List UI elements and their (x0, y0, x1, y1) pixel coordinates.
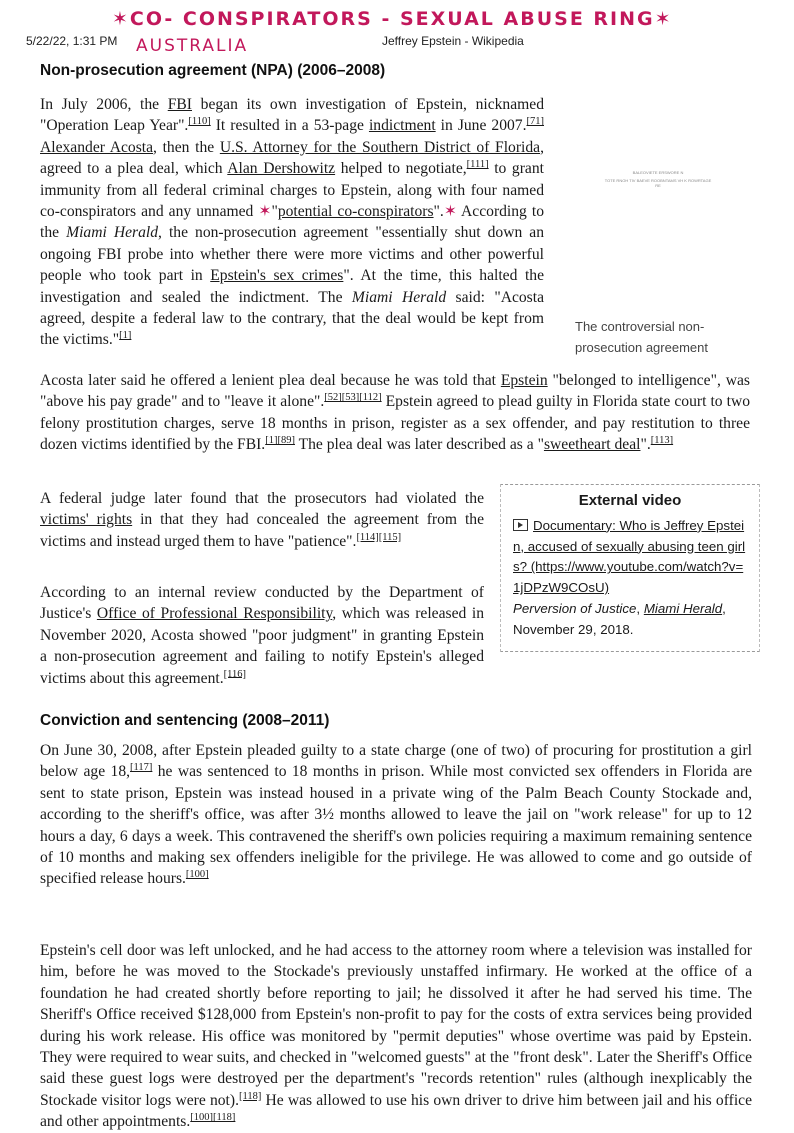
thumbnail-text-1: BALEOVIETE ERSWORE N (632, 170, 684, 175)
ref-111[interactable]: [111] (466, 159, 489, 171)
external-video-date: November 29, 2018. (513, 621, 634, 637)
ref-117[interactable]: [117] (130, 762, 153, 774)
thumbnail-text-2: TOTE RNOH TIV BAEVE ROOBNTAMS VH K ROWRTAGE RE (604, 178, 712, 188)
npa-document-thumbnail[interactable] (603, 170, 713, 188)
acosta-paragraph (40, 370, 750, 456)
federal-judge-paragraph-text: A federal judge later found that the prosecutors had violated the victims' rights in that they had concealed the agreement from the victims and instead urged them to have "patience".[114][115] (40, 490, 484, 550)
ref-114-115[interactable]: [114][115] (356, 531, 402, 543)
video-icon (513, 519, 528, 531)
annotation-star-icon: ✶ (443, 202, 457, 221)
acosta-paragraph-text: Acosta later said he offered a lenient plea deal because he was told that Epstein "belonged to intelligence", was "above his pay grade" and to "leave it alone".[52][53][112] Epstein agreed to plead guilty in Florida state court to two felony prostitution charges, serve 18 months in prison, register as a sex offender, and pay restitution to three dozen victims identified by the FBI.[1][89] The plea deal was later described as a "sweetheart deal".[113] (40, 372, 751, 454)
link-alan-dershowitz[interactable]: Alan Dershowitz (227, 160, 336, 178)
link-epsteins-sex-crimes[interactable]: Epstein's sex crimes (210, 267, 344, 285)
figure-caption-line-1: The controversial non- (575, 319, 705, 334)
ref-113[interactable]: [113] (650, 435, 674, 447)
npa-paragraph (40, 94, 544, 351)
federal-judge-paragraph (40, 488, 484, 552)
section-heading-npa: Non-prosecution agreement (NPA) (2006–2008) (40, 62, 386, 79)
conviction-paragraph-text: On June 30, 2008, after Epstein pleaded guilty to a state charge (one of two) of procuring for prostitution a girl below age 18,[117] he was sentenced to 18 months in prison. While most convicted sex offenders in Florida are sent to state prison, Epstein was instead housed in a private wing of the Palm Beach County Stockade and, according to the sheriff's office, was after 3½ months allowed to leave the jail on "work release" for up to 12 hours a day, 6 days a week. This contravened the sheriff's own policies requiring a maximum remaining sentence of 10 months and making sex offenders ineligible for the privilege. He was allowed to come and go outside of specified release hours.[100] (40, 742, 752, 888)
link-epstein[interactable]: Epstein (500, 372, 548, 389)
ref-116[interactable]: [116] (223, 668, 246, 680)
ref-1-89[interactable]: [1][89] (265, 435, 295, 447)
cell-door-paragraph (40, 940, 752, 1133)
npa-paragraph-text: In July 2006, the FBI began its own investigation of Epstein, nicknamed "Operation Leap Year".[110] It resulted in a 53-page indictment in June 2007.[71] Alexander Acosta, then the U.S. Attorney for the Southern District of Florida, agreed to a plea deal, which Alan Dershowitz helped to negotiate,[111] to grant immunity from all federal criminal charges to Epstein, along with four named co-conspirators and any unnamed ✶"potential co-conspirators".✶ According to the Miami Herald, the non-prosecution agreement "essentially shut down an ongoing FBI probe into whether there were more victims and other powerful people who took part in Epstein's sex crimes". At the time, this halted the investigation and sealed the indictment. The Miami Herald said: "Acosta agreed, despite a federal law to the contrary, that the deal would be kept from the victims."[1] (40, 96, 545, 349)
ref-1[interactable]: [1] (119, 330, 132, 342)
handwritten-annotation-subtitle: AUSTRALIA (136, 36, 249, 56)
cell-door-paragraph-text: Epstein's cell door was left unlocked, and he had access to the attorney room where a television was installed for him, before he was moved to the Stockade's previously unstaffed infirmary. He worked at the office of a foundation he had created shortly before reporting to jail; he dissolved it after he had served his time. The Sheriff's Office received $128,000 from Epstein's non-profit to pay for the costs of extra services being provided during his work release. His office was monitored by "permit deputies" whose overtime was paid by Epstein. They were required to wear suits, and checked in "welcomed guests" at the "front desk". Later the Sheriff's Office said these guest logs were destroyed per the department's "records retention" rules (although inexplicably the Stockade visitor logs were not).[118] He was allowed to use his own driver to drive him between jail and his office and other appointments.[100][118] (40, 942, 752, 1131)
link-victims-rights[interactable]: victims' rights (40, 511, 133, 529)
ref-110[interactable]: [110] (188, 116, 211, 128)
link-sweetheart-deal[interactable]: sweetheart deal (543, 436, 641, 454)
ref-100[interactable]: [100] (185, 869, 209, 881)
link-indictment[interactable]: indictment (368, 117, 436, 135)
link-alexander-acosta[interactable]: Alexander Acosta (40, 138, 154, 156)
external-video-box: External video Documentary: Who is Jeffrey Epstein, accused of sexually abusing teen girls? (https://www.youtube.com/watch?v=1jDPzW9COsU) Perversion of Justice, Miami Herald, November 29, 2018. (500, 484, 760, 652)
internal-review-paragraph (40, 582, 484, 689)
internal-review-paragraph-text: According to an internal review conducted by the Department of Justice's Office of Professional Responsibility, which was released in November 2020, Acosta showed "poor judgment" in granting Epstein a non-prosecution agreement and failing to notify Epstein's alleged victims about this agreement.[116] (40, 584, 485, 687)
link-us-attorney[interactable]: U.S. Attorney for the Southern District of Florida (219, 138, 541, 156)
external-video-link[interactable]: Documentary: Who is Jeffrey Epstein, accused of sexually abusing teen girls? (https://www.youtube.com/watch?v=1jDPzW9COsU) (513, 517, 746, 596)
conviction-paragraph (40, 740, 752, 890)
figure-caption (575, 316, 708, 358)
section-heading-conviction: Conviction and sentencing (2008–2011) (40, 712, 330, 729)
ref-118[interactable]: [118] (238, 1090, 262, 1102)
external-video-title: External video (578, 492, 682, 509)
figure-caption-line-2: prosecution agreement (575, 340, 708, 355)
annotation-star-icon: ✶ (258, 202, 272, 221)
link-office-professional-responsibility[interactable]: Office of Professional Responsibility (96, 605, 333, 623)
ref-52-53-112[interactable]: [52][53][112] (324, 392, 382, 404)
ref-100-118[interactable]: [100][118] (190, 1112, 236, 1124)
link-potential-co-conspirators[interactable]: potential co-conspirators (277, 203, 434, 221)
external-video-source-publication[interactable]: Miami Herald (643, 600, 723, 616)
print-page-title: Jeffrey Epstein - Wikipedia (382, 34, 524, 48)
ref-71[interactable]: [71] (526, 116, 544, 128)
print-datetime: 5/22/22, 1:31 PM (26, 34, 118, 48)
link-fbi[interactable]: FBI (167, 96, 192, 113)
handwritten-annotation-title: ✶CO- CONSPIRATORS - SEXUAL ABUSE RING✶ (112, 8, 673, 30)
external-video-source-title: Perversion of Justice (513, 600, 637, 616)
